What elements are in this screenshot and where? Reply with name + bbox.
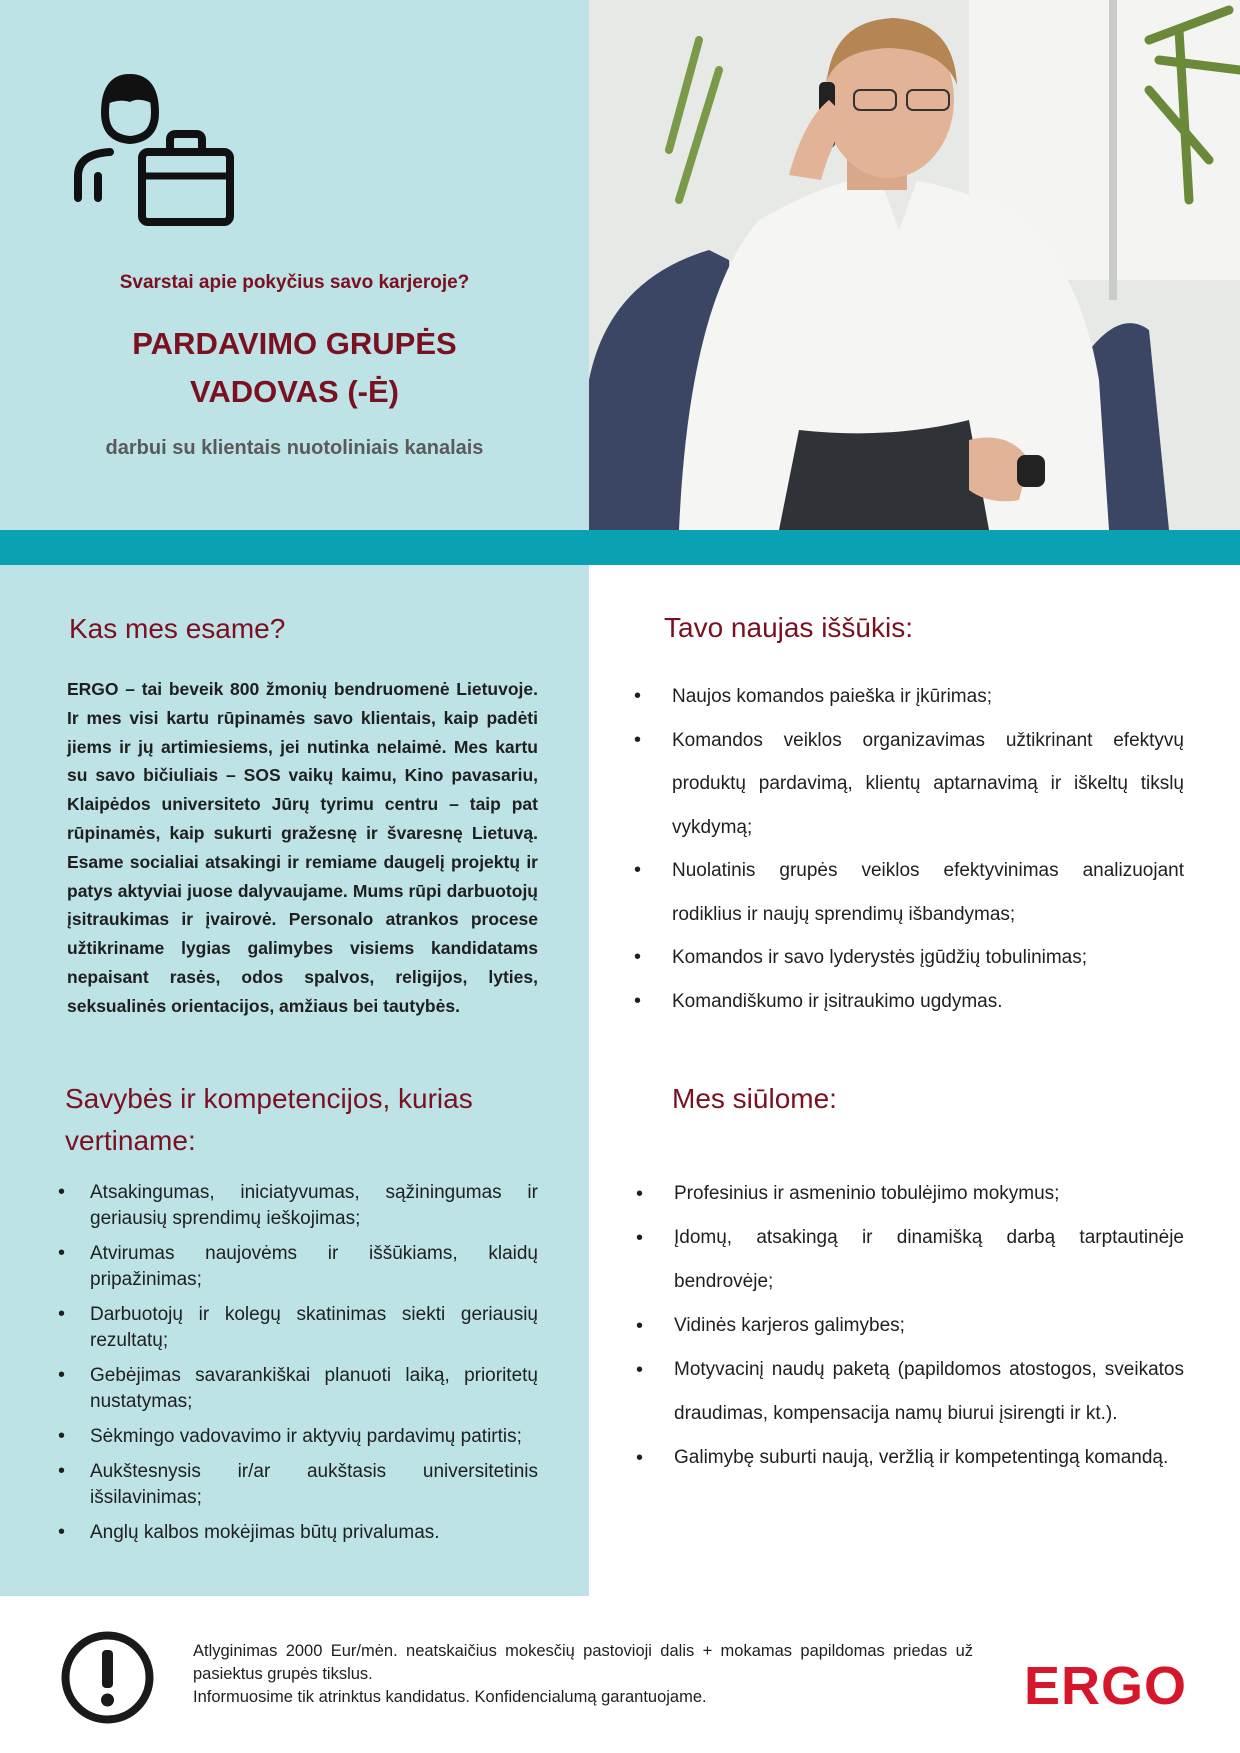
list-item: • Komandos veiklos organizavimas užtikrinant efektyvų produktų pardavimą, klientų aptarnavimą ir iškeltų tikslų vykdymą; [672,719,1184,850]
challenge-list [672,675,1184,1023]
list-item: • Anglų kalbos mokėjimas būtų privalumas. [90,1520,538,1546]
list-item: • Profesinius ir asmeninio tobulėjimo mokymus; [674,1172,1184,1216]
list-item: • Darbuotojų ir kolegų skatinimas siekti geriausių rezultatų; [90,1302,538,1354]
list-item: • Komandos ir savo lyderystės įgūdžių tobulinimas; [672,936,1184,980]
list-item: • Atsakingumas, iniciatyvumas, sąžiningumas ir geriausių sprendimų ieškojimas; [90,1180,538,1232]
header-subtitle: Svarstai apie pokyčius savo karjeroje? [119,272,470,293]
ergo-logo: ERGO [1024,1656,1188,1716]
salary-text: Atlyginimas 2000 Eur/mėn. neatskaičius mokesčių pastovioji dalis + mokamas papildomas priedas už pasiektus grupės tikslus. [193,1642,973,1683]
qualities-heading-line1: Savybės ir kompetencijos, kurias [65,1083,473,1114]
job-tagline: darbui su klientais nuotoliniais kanalais [105,437,484,459]
about-text: ERGO – tai beveik 800 žmonių bendruomenė Lietuvoje. Ir mes visi kartu rūpinamės savo klientais, kaip padėti jiems ir jų artimiesiems, jei nutinka nelaimė. Mes kartu su savo bičiuliais – SOS vaikų kaimu, Kino pavasariu, Klaipėdos universiteto Jūrų tyrimu centru – taip pat rūpinamės, kaip sukurti gražesnę ir švaresnę Lietuvą. Esame socialiai atsakingi ir remiame daugelį projektų ir patys aktyviai juose dalyvaujame. Mums rūpi darbuotojų įsitraukimas ir įvairovė. Personalo atrankos procese užtikriname lygias galimybes visiems kandidatams nepaisant rasės, odos spalvos, religijos, lyties, seksualinės orientacijos, amžiaus bei tautybės. [67,679,538,1016]
qualities-heading [65,1078,565,1162]
job-title-line1: PARDAVIMO GRUPĖS [132,326,457,361]
offer-heading: Mes siūlome: [672,1083,837,1114]
about-heading: Kas mes esame? [69,613,286,644]
list-item: • Sėkmingo vadovavimo ir aktyvių pardavimų patirtis; [90,1424,538,1450]
list-item: • Gebėjimas savarankiškai planuoti laiką, prioritetų nustatymas; [90,1363,538,1415]
qualities-heading-line2: vertiname: [65,1125,196,1156]
qualities-list [90,1180,538,1555]
list-item: • Atvirumas naujovėms ir iššūkiams, klaidų pripažinimas; [90,1241,538,1293]
list-item: • Aukštesnysis ir/ar aukštasis universitetinis išsilavinimas; [90,1459,538,1511]
hero-photo [589,0,1240,530]
job-title-line2: VADOVAS (-Ė) [190,374,399,409]
divider-band [0,530,1240,565]
offer-list [674,1172,1184,1480]
footer-info [193,1640,973,1709]
challenge-heading: Tavo naujas iššūkis: [664,612,914,643]
list-item: • Galimybę suburti naują, veržlią ir kompetentingą komandą. [674,1436,1184,1480]
list-item: • Vidinės karjeros galimybes; [674,1304,1184,1348]
list-item: • Motyvacinį naudų paketą (papildomos atostogos, sveikatos draudimas, kompensacija namų biurui įsirengti ir kt.). [674,1348,1184,1436]
exclamation-circle-icon [60,1630,155,1725]
list-item: • Komandiškumo ir įsitraukimo ugdymas. [672,980,1184,1024]
list-item: • Nuolatinis grupės veiklos efektyvinimas analizuojant rodiklius ir naujų sprendimų išbandymas; [672,849,1184,936]
list-item: • Įdomų, atsakingą ir dinamišką darbą tarptautinėje bendrovėje; [674,1216,1184,1304]
person-briefcase-icon [70,68,240,228]
list-item: • Naujos komandos paieška ir įkūrimas; [672,675,1184,719]
confidentiality-note: Informuosime tik atrinktus kandidatus. Konfidencialumą garantuojame. [193,1688,707,1706]
job-title [0,320,589,416]
